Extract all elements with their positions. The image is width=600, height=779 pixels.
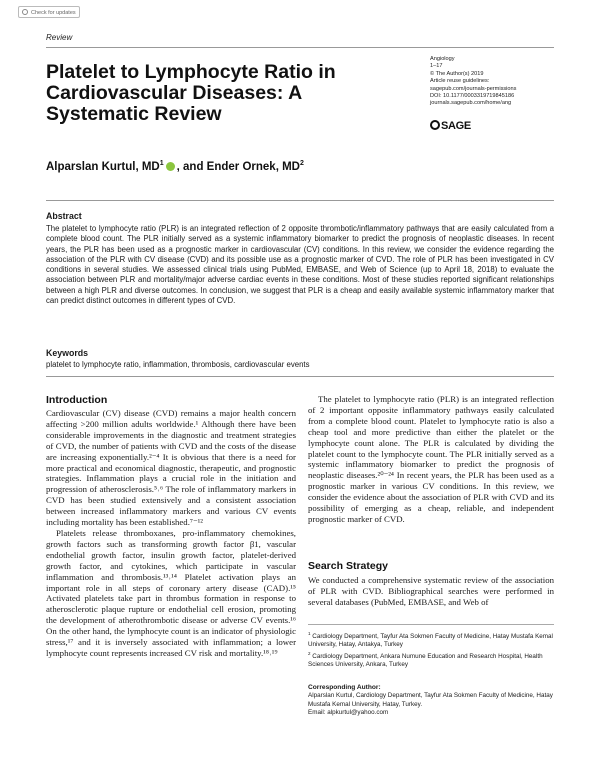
badge-label: Check for updates	[31, 10, 76, 16]
journal-pages: 1–17	[430, 63, 443, 70]
author-1: Alparslan Kurtul, MD	[46, 160, 160, 173]
reuse-link[interactable]: sagepub.com/journals-permissions	[430, 85, 517, 92]
sage-logo: SAGE	[430, 120, 471, 132]
update-check-icon	[22, 9, 28, 15]
orcid-icon[interactable]	[166, 162, 175, 171]
journal-home-link[interactable]: journals.sagepub.com/home/ang	[430, 100, 512, 107]
keywords-text: platelet to lymphocyte ratio, inflammation, thrombosis, cardiovascular events	[46, 360, 310, 369]
corresponding-author-email[interactable]: Email: alpkurtul@yahoo.com	[308, 708, 389, 716]
intro-paragraph-1: Cardiovascular (CV) disease (CVD) remains a major health concern affecting >200 million adults worldwide.¹ Although there have been considerable improvements in the diagnostic and treatment strategies of CVD, the number of patients with CVD and the costs of the disease are increasing exponentially.²⁻⁴ It is obvious that there is a need for more practical and economical diagnostic, therapeutic, and prognostic strategies. Inflammation plays a crucial role in the initiation and progression of atherosclerosis.⁵˒⁶ The role of inflammatory markers in CVD has been studied extensively and a consistent association between increased inflammatory markers and various CV events including mortality has been established.⁷⁻¹²	[46, 408, 296, 528]
author-2: Ender Ornek, MD	[206, 160, 300, 173]
abstract-rule	[46, 200, 554, 201]
right-column-body	[308, 394, 554, 525]
check-for-updates-badge[interactable]	[18, 6, 80, 18]
corresponding-author-text: Alparslan Kurtul, Cardiology Department, Tayfur Ata Sokmen Faculty of Medicine, Hatay Mustafa Kemal University, Hatay, Turkey.	[308, 692, 553, 708]
article-type: Review	[46, 33, 73, 42]
footnote-rule	[308, 624, 554, 625]
intro-body	[46, 408, 296, 659]
keywords-rule	[46, 376, 554, 377]
search-strategy-paragraph: We conducted a comprehensive systematic review of the association of PLR with CVD. Bibliographical searches were performed in several databases (PubMed, EMBASE, and Web of	[308, 575, 554, 607]
corresponding-author-heading: Corresponding Author:	[308, 684, 381, 691]
article-title: Platelet to Lymphocyte Ratio in Cardiovascular Diseases: A Systematic Review	[46, 61, 336, 125]
keywords-heading: Keywords	[46, 348, 89, 358]
corresponding-author	[308, 684, 554, 717]
sage-logo-icon	[430, 120, 440, 130]
affiliation-1: $^1$ Cardiology Department, Tayfur Ata Sokmen Faculty of Medicine, Hatay Mustafa Kemal University, Hatay, Antakya, Turkey	[308, 631, 553, 649]
intro-heading: Introduction	[46, 394, 108, 406]
plr-paragraph: The platelet to lymphocyte ratio (PLR) is an integrated reflection of 2 important opposite inflammatory pathways easily calculated from a complete blood count. Platelet to lymphocyte ratio is also a cheap tool and more predictive than either the platelet or the lymphocyte count alone. The PLR is calculated by dividing the platelet count to the lymphocyte count. The PLR initially served as a systemic inflammatory biomarker to predict the prognosis of neoplastic diseases.²⁰⁻²⁴ In recent years, the PLR has been used as a prognostic marker in various CV conditions. In this review, we consider the evidence about the association of PLR with CVD and its possibility of emerging as a cheap, reliable, and independent prognostic marker of CVD.	[308, 394, 554, 524]
search-strategy-heading: Search Strategy	[308, 560, 388, 572]
reuse-guidelines: Article reuse guidelines:	[430, 78, 490, 85]
affiliations	[308, 630, 554, 669]
journal-meta	[430, 56, 570, 108]
author-line: Alparslan Kurtul, $MD^1$ , and Ender Ornek, $MD^2$	[46, 160, 304, 173]
search-strategy-body	[308, 575, 554, 608]
journal-name: Angiology	[430, 56, 455, 62]
doi[interactable]: DOI: 10.1177/0003319719845186	[430, 93, 515, 100]
intro-paragraph-2: Platelets release thromboxanes, pro-inflammatory chemokines, growth factors such as transforming growth factor β1, vascular endothelial growth factor, insulin growth factor, platelet-derived growth factor, and cytokines, which participate in vascular inflammation and thrombosis.¹³˒¹⁴ Platelet activation plays an important role in all steps of coronary artery disease (CAD).¹⁵ Activated platelets take part in thrombus formation in response to atherosclerotic plaque rupture or endothelial cell erosion, promoting the development of atherothrombotic disease or adverse CV events.¹⁶ On the other hand, the lymphocyte count is an indicator of physiologic stress,¹⁷ and it is inversely associated with inflammation; a lower lymphocyte count represents increased CV risk and mortality.¹⁸˒¹⁹	[46, 527, 296, 658]
abstract-heading: Abstract	[46, 211, 82, 221]
abstract-text: The platelet to lymphocyte ratio (PLR) is an integrated reflection of 2 opposite thrombotic/inflammatory pathways that are easily calculated from a complete blood count. The PLR initially served as a systemic inflammatory biomarker to predict the prognosis of neoplastic diseases. In recent years, the PLR has been used as a prognostic marker in cardiovascular (CV) conditions. In this review, we consider the evidence regarding the association of the PLR with CV disease (CVD) and its possible use as a prognostic marker of CVD. The role of PLR has been investigated in CV conditions in several studies. We assessed clinical trials using PubMed, EMBASE, and Web of Science (up to April 18, 2018) to evaluate the association between PLR and mortality/major adverse cardiac events in these conditions. Most of these studies reported significant relationships between a high PLR and diverse outcomes. In conclusion, we suggest that PLR is a cheap and easily available systemic inflammatory marker that can predict distinct outcomes in different types of CVD.	[46, 224, 554, 306]
copyright: © The Author(s) 2019	[430, 70, 484, 77]
header-rule	[46, 47, 554, 48]
affiliation-2: $^2$ Cardiology Department, Ankara Numune Education and Research Hospital, Health Sciences University, Ankara, Turkey	[308, 650, 543, 669]
